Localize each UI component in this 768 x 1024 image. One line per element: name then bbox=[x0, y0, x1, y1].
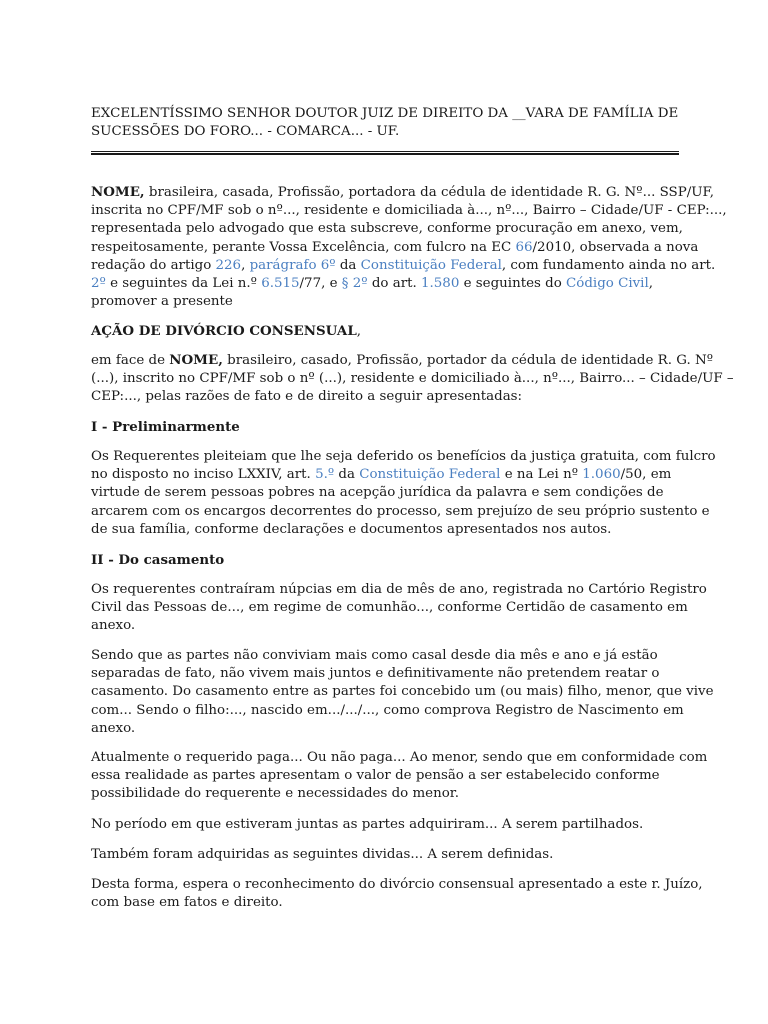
respondent-paragraph: em face de NOME, brasileiro, casado, Profissão, portador da cédula de identidade R. G. Nº (...), inscrito no CPF/MF sob o nº (...), residente e domiciliado à..., nº..., Bairro... – Cidade/UF – CEP:..., pelas razões de fato e de direito a seguir apresentadas: bbox=[91, 352, 734, 405]
link-constituicao-federal-2[interactable]: Constituição Federal bbox=[359, 467, 501, 483]
link-art-5[interactable]: 5.º bbox=[315, 467, 335, 483]
link-art-1580[interactable]: 1.580 bbox=[421, 276, 460, 292]
section2-paragraph-4: No período em que estiveram juntas as partes adquiriram... A serem partilhados. bbox=[91, 817, 644, 832]
section2-paragraph-2: Sendo que as partes não conviviam mais como casal desde dia mês e ano e já estão separadas de fato, não vivem mais juntos e definitivamente não pretendem reatar o casamento. Do casamento entre as partes foi concebido um (ou mais) filho, menor, que vive com... Sendo o filho:..., nascido em.../.../..., como comprova Registro de Nascimento em anexo. bbox=[91, 648, 714, 736]
intro-paragraph: NOME, brasileira, casada, Profissão, portadora da cédula de identidade R. G. Nº... SSP/UF, inscrita no CPF/MF sob o nº..., residente e domiciliada à..., nº..., Bairro – Cidade/UF - CEP:..., representada pelo advogado que esta subscreve, conforme procuração em anexo, vem, respeitosamente, perante Vossa Excelência, com fulcro na EC 66/2010, observada a nova redação do artigo 226, parágrafo 6º da Constituição Federal, com fundamento ainda no art. 2º e seguintes da Lei n.º 6.515/77, e § 2º do art. 1.580 e seguintes do Código Civil, promover a presente bbox=[91, 184, 727, 310]
header-divider bbox=[91, 151, 679, 155]
respondent-name: NOME, bbox=[169, 352, 223, 368]
link-paragrafo-6[interactable]: parágrafo 6º bbox=[249, 257, 336, 273]
link-ec-66[interactable]: 66 bbox=[515, 239, 533, 255]
action-title: AÇÃO DE DIVÓRCIO CONSENSUAL, bbox=[91, 323, 361, 339]
link-paragrafo-2[interactable]: § 2º bbox=[341, 276, 368, 292]
plaintiff-name: NOME, bbox=[91, 184, 145, 200]
link-codigo-civil[interactable]: Código Civil bbox=[566, 276, 649, 292]
section1-paragraph: Os Requerentes pleiteiam que lhe seja deferido os benefícios da justiça gratuita, com fulcro no disposto no inciso LXXIV, art. 5.º da Constituição Federal e na Lei nº 1.060/50, em virtude de serem pessoas pobres na acepção jurídica da palavra e sem condições de arcarem com os encargos decorrentes do processo, sem prejuízo de seu próprio sustento e de sua família, conforme declarações e documentos apresentados nos autos. bbox=[91, 449, 716, 537]
section2-paragraph-3: Atualmente o requerido paga... Ou não paga... Ao menor, sendo que em conformidade com essa realidade as partes apresentam o valor de pensão a ser estabelecido conforme possibilidade do requerente e necessidades do menor. bbox=[91, 750, 708, 802]
section-heading-casamento: II - Do casamento bbox=[91, 552, 225, 568]
link-artigo-226[interactable]: 226 bbox=[215, 257, 242, 273]
header-line-2: SUCESSÕES DO FORO... - COMARCA... - UF. bbox=[91, 124, 400, 140]
section2-paragraph-5: Também foram adquiridas as seguintes dividas... A serem definidas. bbox=[91, 847, 554, 862]
header-line-1: EXCELENTÍSSIMO SENHOR DOUTOR JUIZ DE DIREITO DA __VARA DE FAMÍLIA DE bbox=[91, 106, 679, 121]
section2-paragraph-1: Os requerentes contraíram núpcias em dia de mês de ano, registrada no Cartório Registro Civil das Pessoas de..., em regime de comunhão..., conforme Certidão de casamento em anexo. bbox=[91, 582, 707, 634]
section-heading-preliminarmente: I - Preliminarmente bbox=[91, 419, 240, 435]
link-lei-1060[interactable]: 1.060 bbox=[582, 467, 621, 483]
section2-paragraph-6: Desta forma, espera o reconhecimento do divórcio consensual apresentado a este r. Juízo, com base em fatos e direito. bbox=[91, 877, 703, 911]
link-lei-6515[interactable]: 6.515 bbox=[261, 276, 300, 292]
link-art-2[interactable]: 2º bbox=[91, 276, 106, 292]
court-address-header bbox=[91, 105, 683, 141]
link-constituicao-federal[interactable]: Constituição Federal bbox=[360, 257, 502, 273]
